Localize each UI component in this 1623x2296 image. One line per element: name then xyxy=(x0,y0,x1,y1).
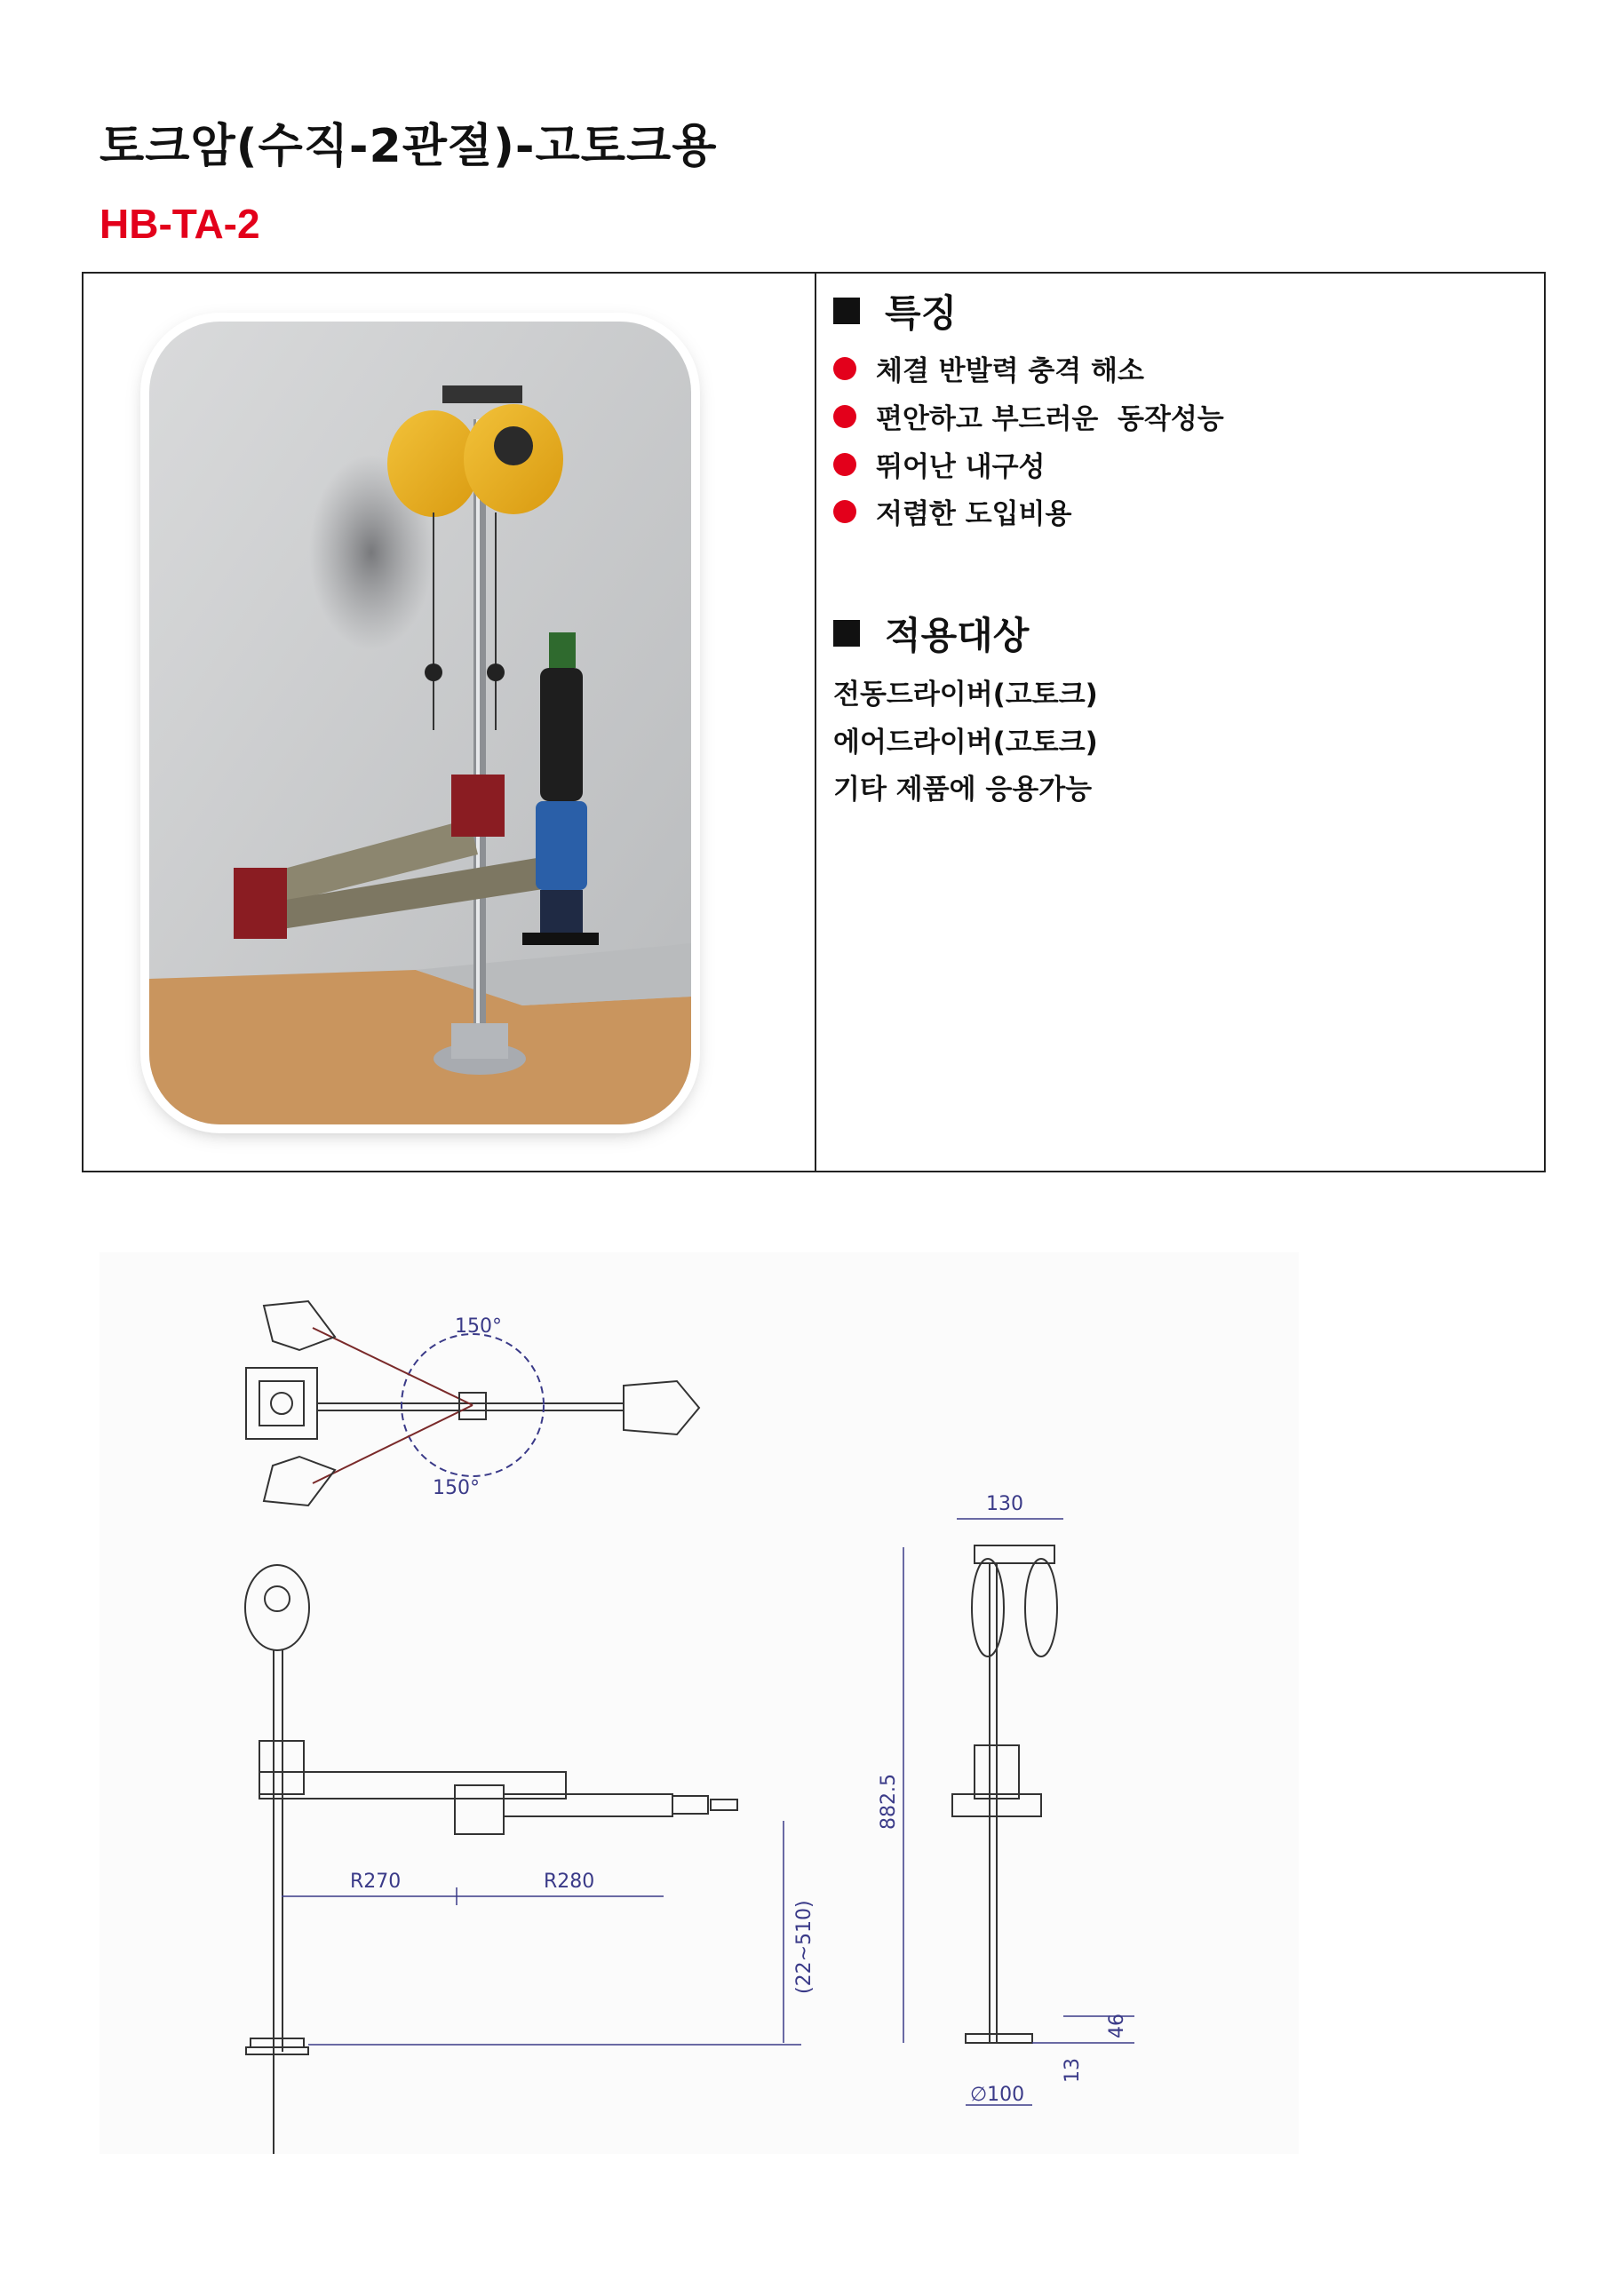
black-square-icon xyxy=(833,620,860,647)
features-heading-text: 특징 xyxy=(885,291,958,335)
height-range-label: (22~510) xyxy=(793,1900,815,1994)
feature-item xyxy=(833,396,1224,436)
feature-item xyxy=(833,491,1071,531)
base-46-label: 46 xyxy=(1106,2014,1128,2038)
black-square-icon xyxy=(833,298,860,324)
width-label: 130 xyxy=(986,1493,1023,1515)
application-item: 에어드라이버(고토크) xyxy=(833,727,1098,759)
base-13-label: 13 xyxy=(1062,2058,1084,2083)
spec-table-divider xyxy=(815,272,816,1172)
application-item: 기타 제품에 응용가능 xyxy=(833,774,1093,806)
technical-drawing-svg xyxy=(99,1252,1299,2154)
feature-text: 편안하고 부드러운 동작성능 xyxy=(876,403,1224,435)
angle-label-bottom: 150° xyxy=(433,1477,480,1499)
radius-label-2: R280 xyxy=(544,1871,595,1893)
feature-text: 체결 반발력 충격 해소 xyxy=(876,355,1144,387)
applications-heading-text: 적용대상 xyxy=(885,614,1030,657)
red-circle-icon xyxy=(833,357,856,380)
technical-drawing xyxy=(99,1252,1299,2154)
red-circle-icon xyxy=(833,453,856,476)
product-photo-illustration xyxy=(149,322,691,1124)
red-circle-icon xyxy=(833,500,856,523)
product-photo xyxy=(149,322,691,1124)
applications-heading xyxy=(833,607,1029,660)
features-heading xyxy=(833,284,957,338)
page-title: 토크암(수직-2관절)-고토크용 xyxy=(99,120,718,173)
total-height-label: 882.5 xyxy=(878,1774,900,1830)
application-item: 전동드라이버(고토크) xyxy=(833,679,1098,711)
radius-label-1: R270 xyxy=(350,1871,402,1893)
angle-label-top: 150° xyxy=(455,1315,502,1338)
base-diameter-label: ∅100 xyxy=(970,2084,1025,2106)
model-number: HB-TA-2 xyxy=(99,201,260,247)
feature-item xyxy=(833,348,1144,388)
red-circle-icon xyxy=(833,405,856,428)
feature-text: 저렴한 도입비용 xyxy=(876,498,1072,530)
feature-text: 뛰어난 내구성 xyxy=(876,451,1046,483)
feature-item xyxy=(833,444,1045,484)
